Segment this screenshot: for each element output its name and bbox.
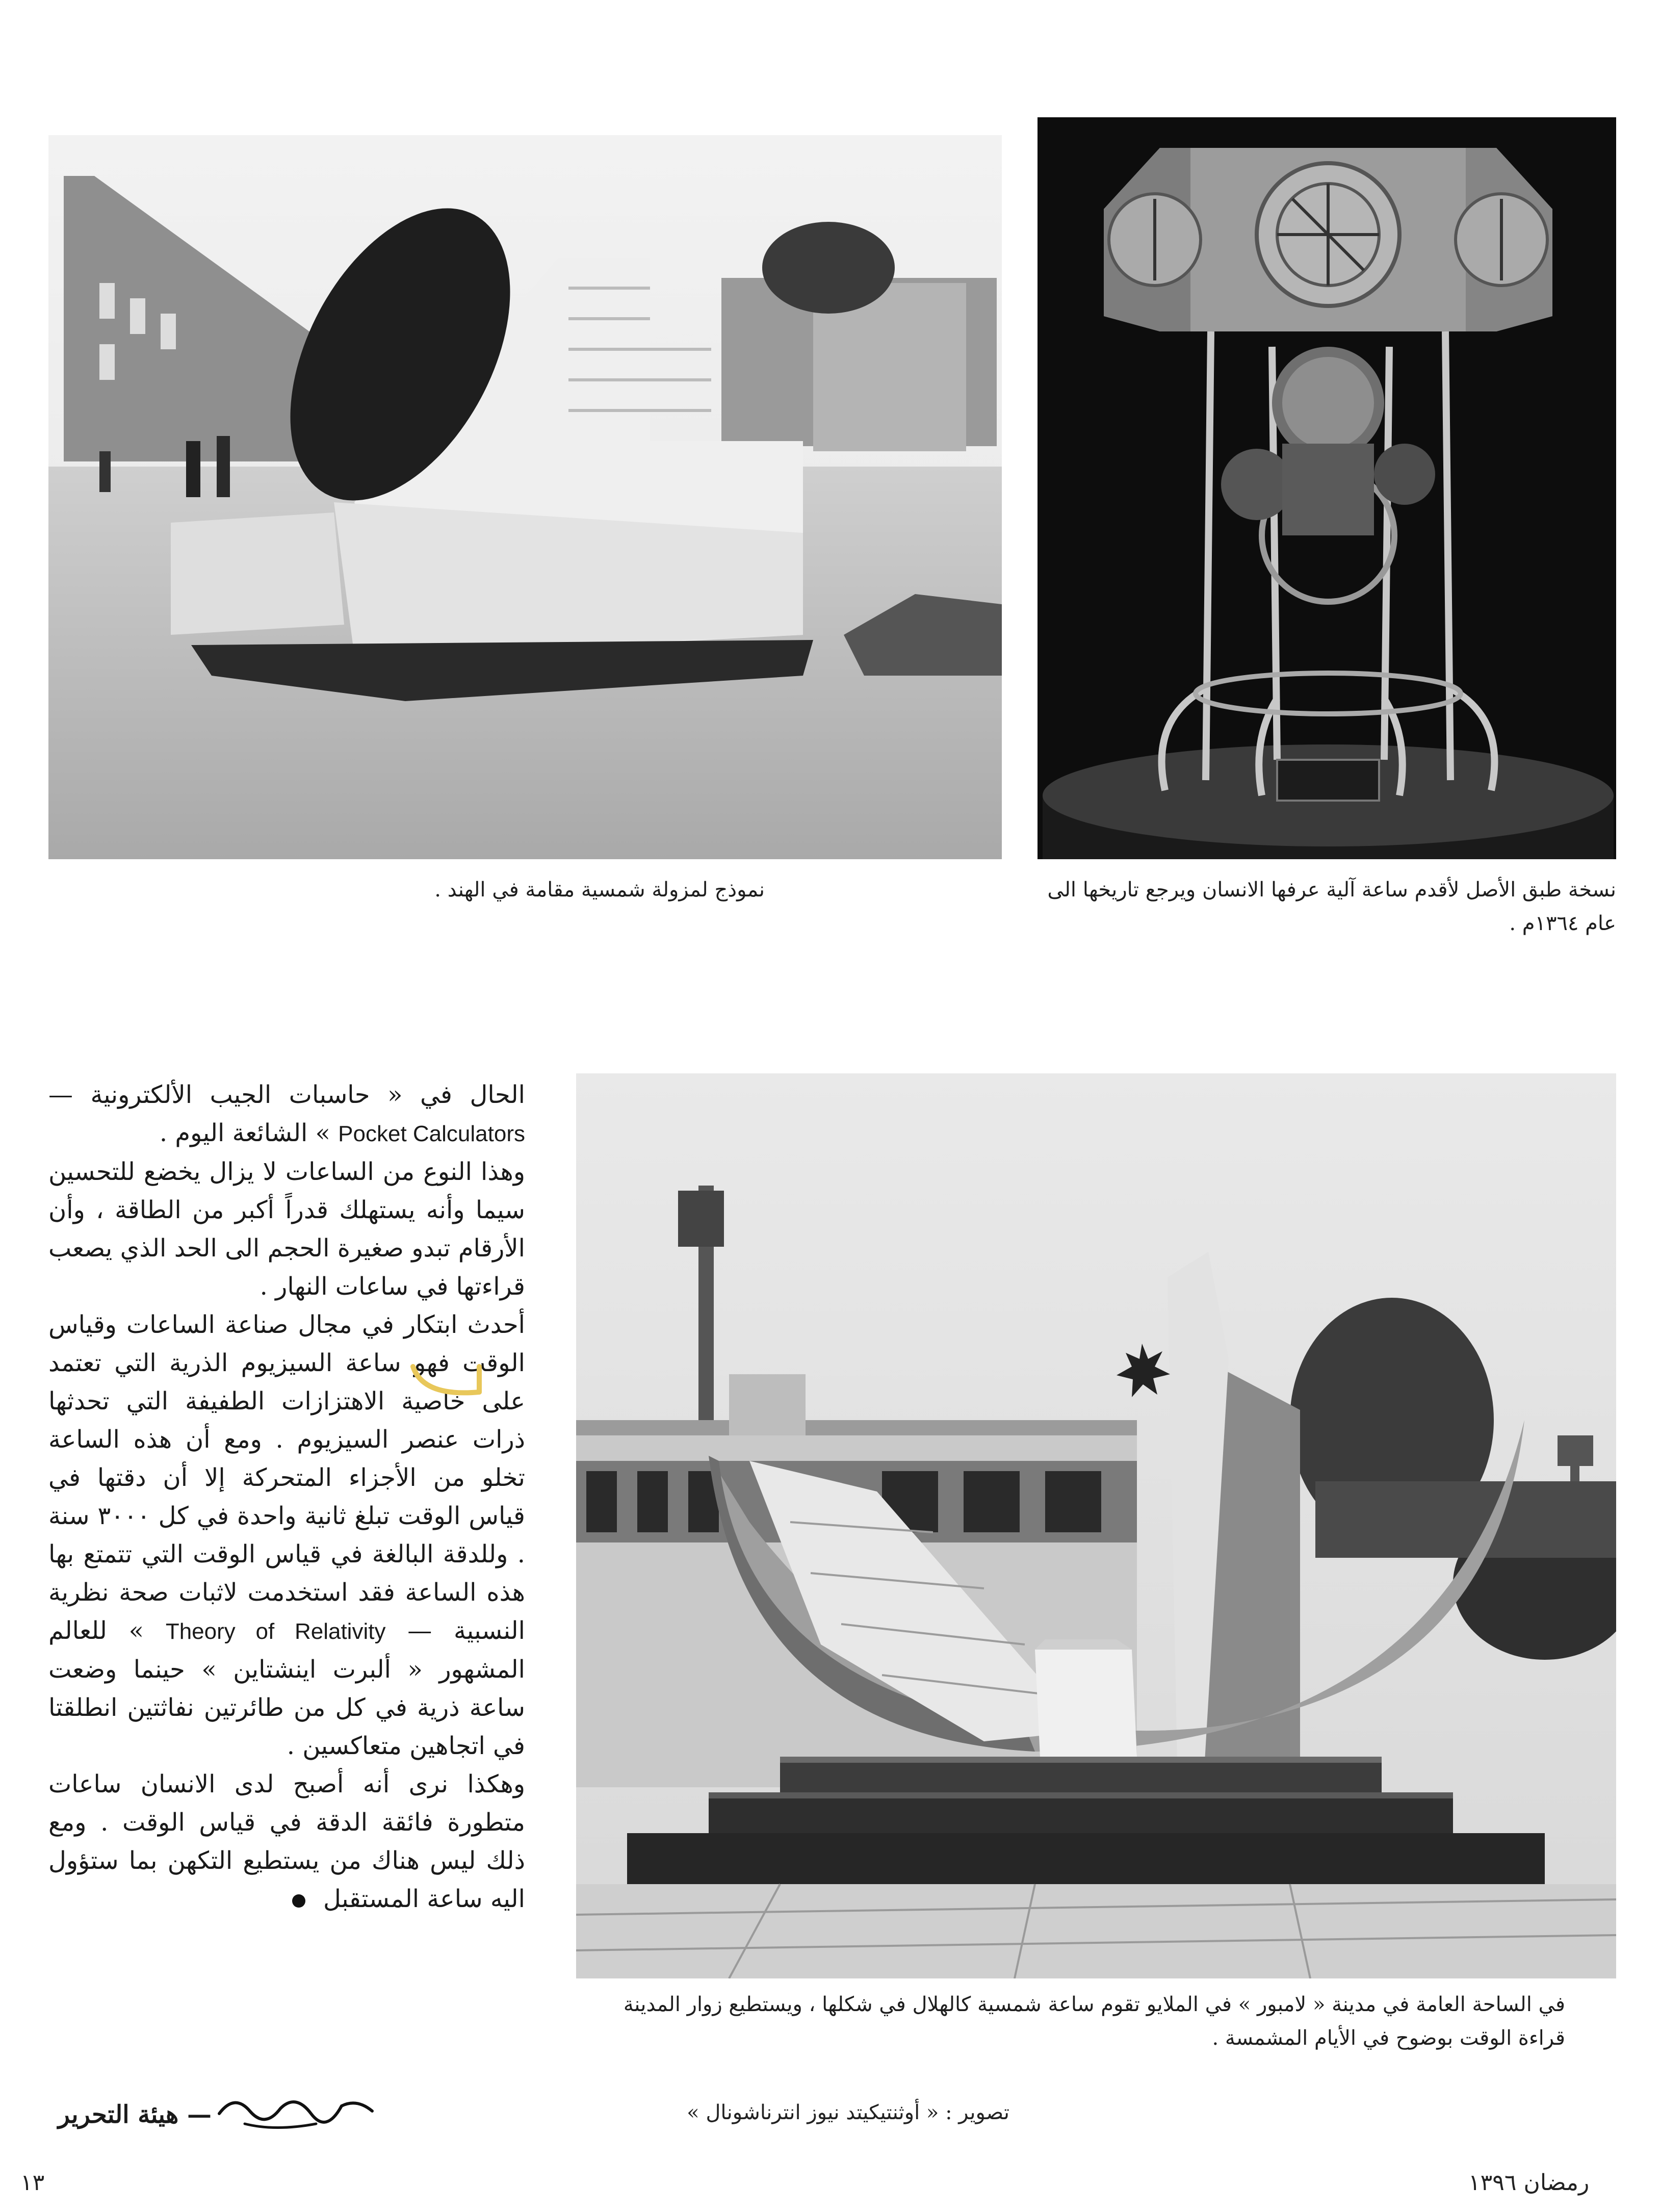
theory-of-relativity-term: Theory of Relativity	[165, 1619, 386, 1644]
photo-crescent-sundial	[576, 1073, 1616, 1978]
article-p1-text-a: الحال في « حاسبات الجيب الألكترونية —	[48, 1081, 525, 1109]
article-p3-text-a: أحدث ابتكار في مجال صناعة الساعات وقياس الوقت فهو ساعة السيزيوم الذرية التي تعتمد على خاصية الاهتزازات الطفيفة التي تحدثها ذرات عنصر السيزيوم . ومع أن هذه الساعة تخلو من الأجزاء المتحركة إلا أن دقتها في قياس الوقت تبلغ ثانية واحدة في كل ٣٠٠٠ سنة . وللدقة البالغة في قياس الوقت التي تتمتع بها هذه الساعة فقد استخدمت لاثبات صحة نظرية النسبية —	[48, 1310, 526, 1645]
photo-indian-sundial	[48, 135, 1002, 859]
article-paragraph-4	[48, 1765, 525, 1918]
editor-signature-icon	[214, 2083, 377, 2134]
article-p1-text-b: » الشائعة اليوم .	[159, 1119, 330, 1147]
article-body	[48, 1076, 525, 1918]
caption-indian-sundial: نموذج لمزولة شمسية مقامة في الهند .	[434, 878, 765, 902]
highlighter-mark-icon	[403, 1356, 489, 1402]
byline: — هيئة التحرير	[58, 2100, 212, 2129]
caption-astronomical-clock: نسخة طبق الأصل لأقدم ساعة آلية عرفها الانسان ويرجع تاريخها الى عام ١٣٦٤م .	[1047, 878, 1616, 935]
article-paragraph-2: وهذا النوع من الساعات لا يزال يخضع للتحسين سيما وأنه يستهلك قدراً أكبر من الطاقة ، وأن الأرقام تبدو صغيرة الحجم الى الحد الذي يصعب قراءتها في ساعات النهار .	[48, 1158, 526, 1301]
caption-crescent-sundial: في الساحة العامة في مدينة « لامبور » في الملايو تقوم ساعة شمسية كالهلال في شكلها ، ويستطيع زوار المدينة قراءة الوقت بوضوح في الأيام المشمسة .	[623, 1993, 1565, 2050]
issue-date: رمضان ١٣٩٦	[1468, 2170, 1590, 2196]
article-paragraph-1	[48, 1076, 525, 1153]
page-number: ١٣	[20, 2170, 45, 2196]
pocket-calculators-term: Pocket Calculators	[338, 1121, 525, 1146]
article-p3-text-b: » للعالم المشهور « ألبرت اينشتاين » حينما وضعت ساعة ذرية في كل من طائرتين نفاثتين انطلقتا في اتجاهين متعاكسين .	[48, 1616, 525, 1760]
end-bullet-icon	[292, 1894, 305, 1908]
article-p4-text: وهكذا نرى أنه أصبح لدى الانسان ساعات متطورة فائقة الدقة في قياس الوقت . ومع ذلك ليس هناك من يستطيع التكهن بما ستؤول اليه ساعة المستقبل	[48, 1770, 525, 1913]
photo-credit: تصوير : « أوثنتيكيتد نيوز انترناشونال »	[687, 2101, 1009, 2124]
photo-astronomical-clock	[1038, 117, 1616, 859]
